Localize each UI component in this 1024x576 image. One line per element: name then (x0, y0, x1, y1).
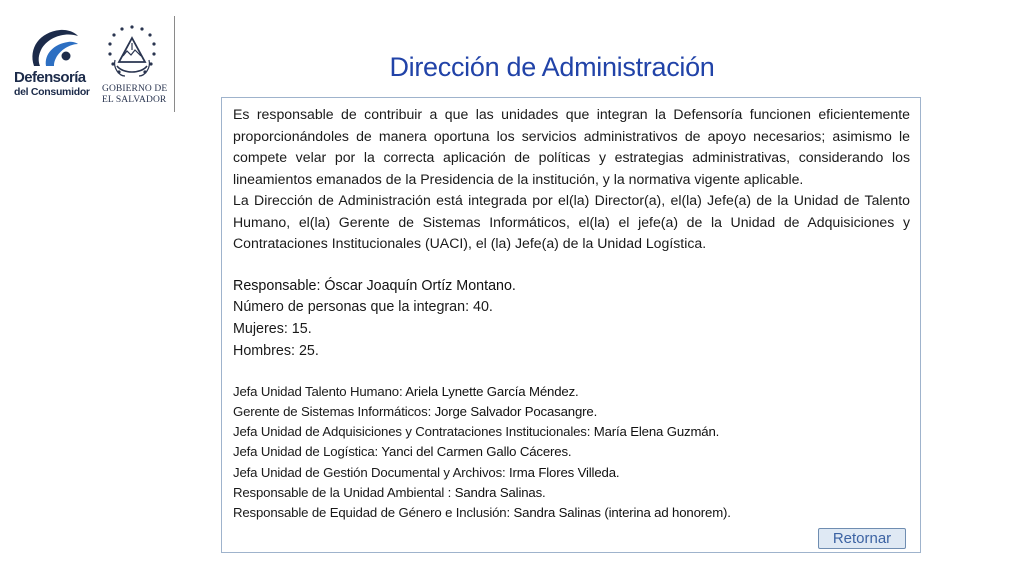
description-paragraph-1: Es responsable de contribuir a que las unidades que integran la Defensoría funcionen eficientemente proporcionándoles de manera oportuna los servicios administrativos de apoyo necesarios; asimismo le compete velar por la correcta aplicación de políticas y estrategias administrativas, considerando los lineamientos emanados de la Presidencia de la institución, y la normativa vigente aplicable. (233, 106, 910, 187)
coat-of-arms-icon (105, 24, 159, 82)
gobierno-logo (100, 24, 170, 108)
staff-name: Sandra Salinas (interina ad honorem). (513, 504, 731, 520)
staff-line (233, 483, 910, 503)
description-paragraph-2: La Dirección de Administración está integrada por el(la) Director(a), el(la) Jefe(a) de la Unidad de Talento Humano, el(la) Gerente de Sistemas Informáticos, el(la) el jefe(a) de la Unidad de Adquisiciones y Contrataciones Institucionales (UACI), el (la) Jefe(a) de la Unidad Logística. (233, 192, 910, 251)
staff-role: Jefa Unidad de Gestión Documental y Archivos: (233, 464, 510, 480)
defensoria-logo-name: Defensoría (14, 69, 86, 86)
personas-line: Número de personas que la integran: 40. (233, 299, 493, 316)
staff-role: Gerente de Sistemas Informáticos: (233, 403, 435, 419)
mujeres-line: Mujeres: 15. (233, 321, 312, 338)
content-box (221, 97, 921, 553)
staff-line (233, 402, 910, 422)
defensoria-logo (10, 26, 90, 102)
spacer (233, 363, 910, 382)
staff-name: Sandra Salinas. (454, 484, 546, 500)
gobierno-line1: GOBIERNO DE (102, 84, 168, 94)
staff-role: Jefa Unidad de Adquisiciones y Contrataciones Institucionales: (233, 424, 594, 440)
logo-divider (174, 16, 175, 112)
staff-line (233, 503, 910, 523)
staff-role: Responsable de la Unidad Ambiental : (233, 484, 455, 500)
staff-name: Jorge Salvador Pocasangre. (434, 403, 598, 419)
staff-name: Irma Flores Villeda. (509, 464, 620, 480)
staff-role: Jefa Unidad de Logística: (233, 444, 382, 460)
spacer (233, 255, 910, 276)
staff-name: Ariela Lynette García Méndez. (405, 383, 579, 399)
staff-line (233, 422, 910, 442)
defensoria-logo-icon (26, 26, 80, 70)
retornar-button[interactable]: Retornar (818, 528, 906, 549)
staff-name: Yanci del Carmen Gallo Cáceres. (381, 444, 572, 460)
staff-role: Responsable de Equidad de Género e Inclusión: (233, 504, 514, 520)
staff-line (233, 382, 910, 402)
staff-line (233, 442, 910, 462)
gobierno-line2: EL SALVADOR (102, 95, 167, 105)
page-title: Dirección de Administración (389, 52, 715, 82)
hombres-line: Hombres: 25. (233, 342, 319, 359)
defensoria-logo-sub: del Consumidor (14, 86, 90, 98)
gobierno-logo-text (102, 84, 178, 106)
staff-line (233, 463, 910, 483)
responsable-line: Responsable: Óscar Joaquín Ortíz Montano. (233, 277, 516, 294)
staff-name: María Elena Guzmán. (593, 424, 720, 440)
staff-role: Jefa Unidad Talento Humano: (233, 383, 406, 399)
